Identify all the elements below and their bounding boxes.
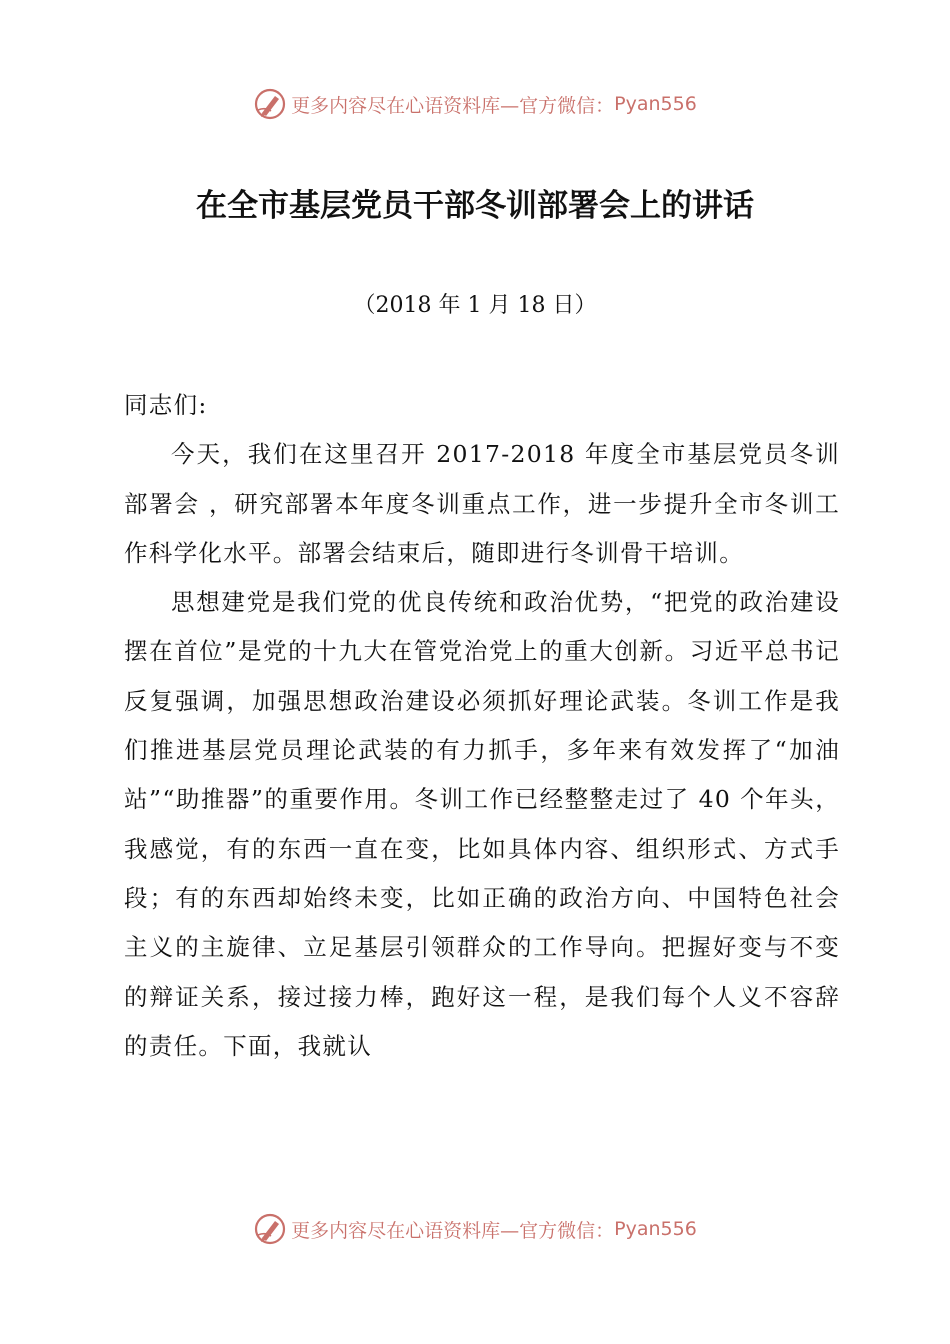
watermark-footer: [0, 1209, 950, 1249]
page-title: 在全市基层党员干部冬训部署会上的讲话: [196, 188, 754, 224]
watermark-text: 更多内容尽在心语资料库—官方微信：: [291, 1219, 615, 1242]
document-body: [124, 381, 840, 1071]
paragraph-2: 思想建党是我们党的优良传统和政治优势，“把党的政治建设摆在首位”是党的十九大在管党治党上的重大创新。习近平总书记反复强调，加强思想政治建设必须抓好理论武装。冬训工作是我们推进基层党员理论武装的有力抓手，多年来有效发挥了“加油站”“助推器”的重要作用。冬训工作已经整整走过了 40 个年头，我感觉，有的东西一直在变，比如具体内容、组织形式、方式手段；有的东西却始终未变，比如正确的政治方向、中国特色社会主义的主旋律、立足基层引领群众的工作导向。把握好变与不变的辩证关系，接过接力棒，跑好这一程，是我们每个人义不容辞的责任。下面，我就认: [124, 588, 840, 1060]
watermark-header: [0, 84, 950, 124]
watermark-id: Pyan556: [614, 93, 697, 115]
speech-date: （2018 年 1 月 18 日）: [353, 293, 597, 318]
pen-logo-icon: [253, 1212, 287, 1246]
watermark-id: Pyan556: [614, 1218, 697, 1240]
salutation: 同志们:: [124, 391, 208, 419]
paragraph-1: 今天，我们在这里召开 2017-2018 年度全市基层党员冬训部署会 ，研究部署本年度冬训重点工作，进一步提升全市冬训工作科学化水平。部署会结束后，随即进行冬训骨干培训。: [124, 440, 840, 567]
watermark-text: 更多内容尽在心语资料库—官方微信：: [291, 94, 615, 117]
pen-logo-icon: [253, 87, 287, 121]
